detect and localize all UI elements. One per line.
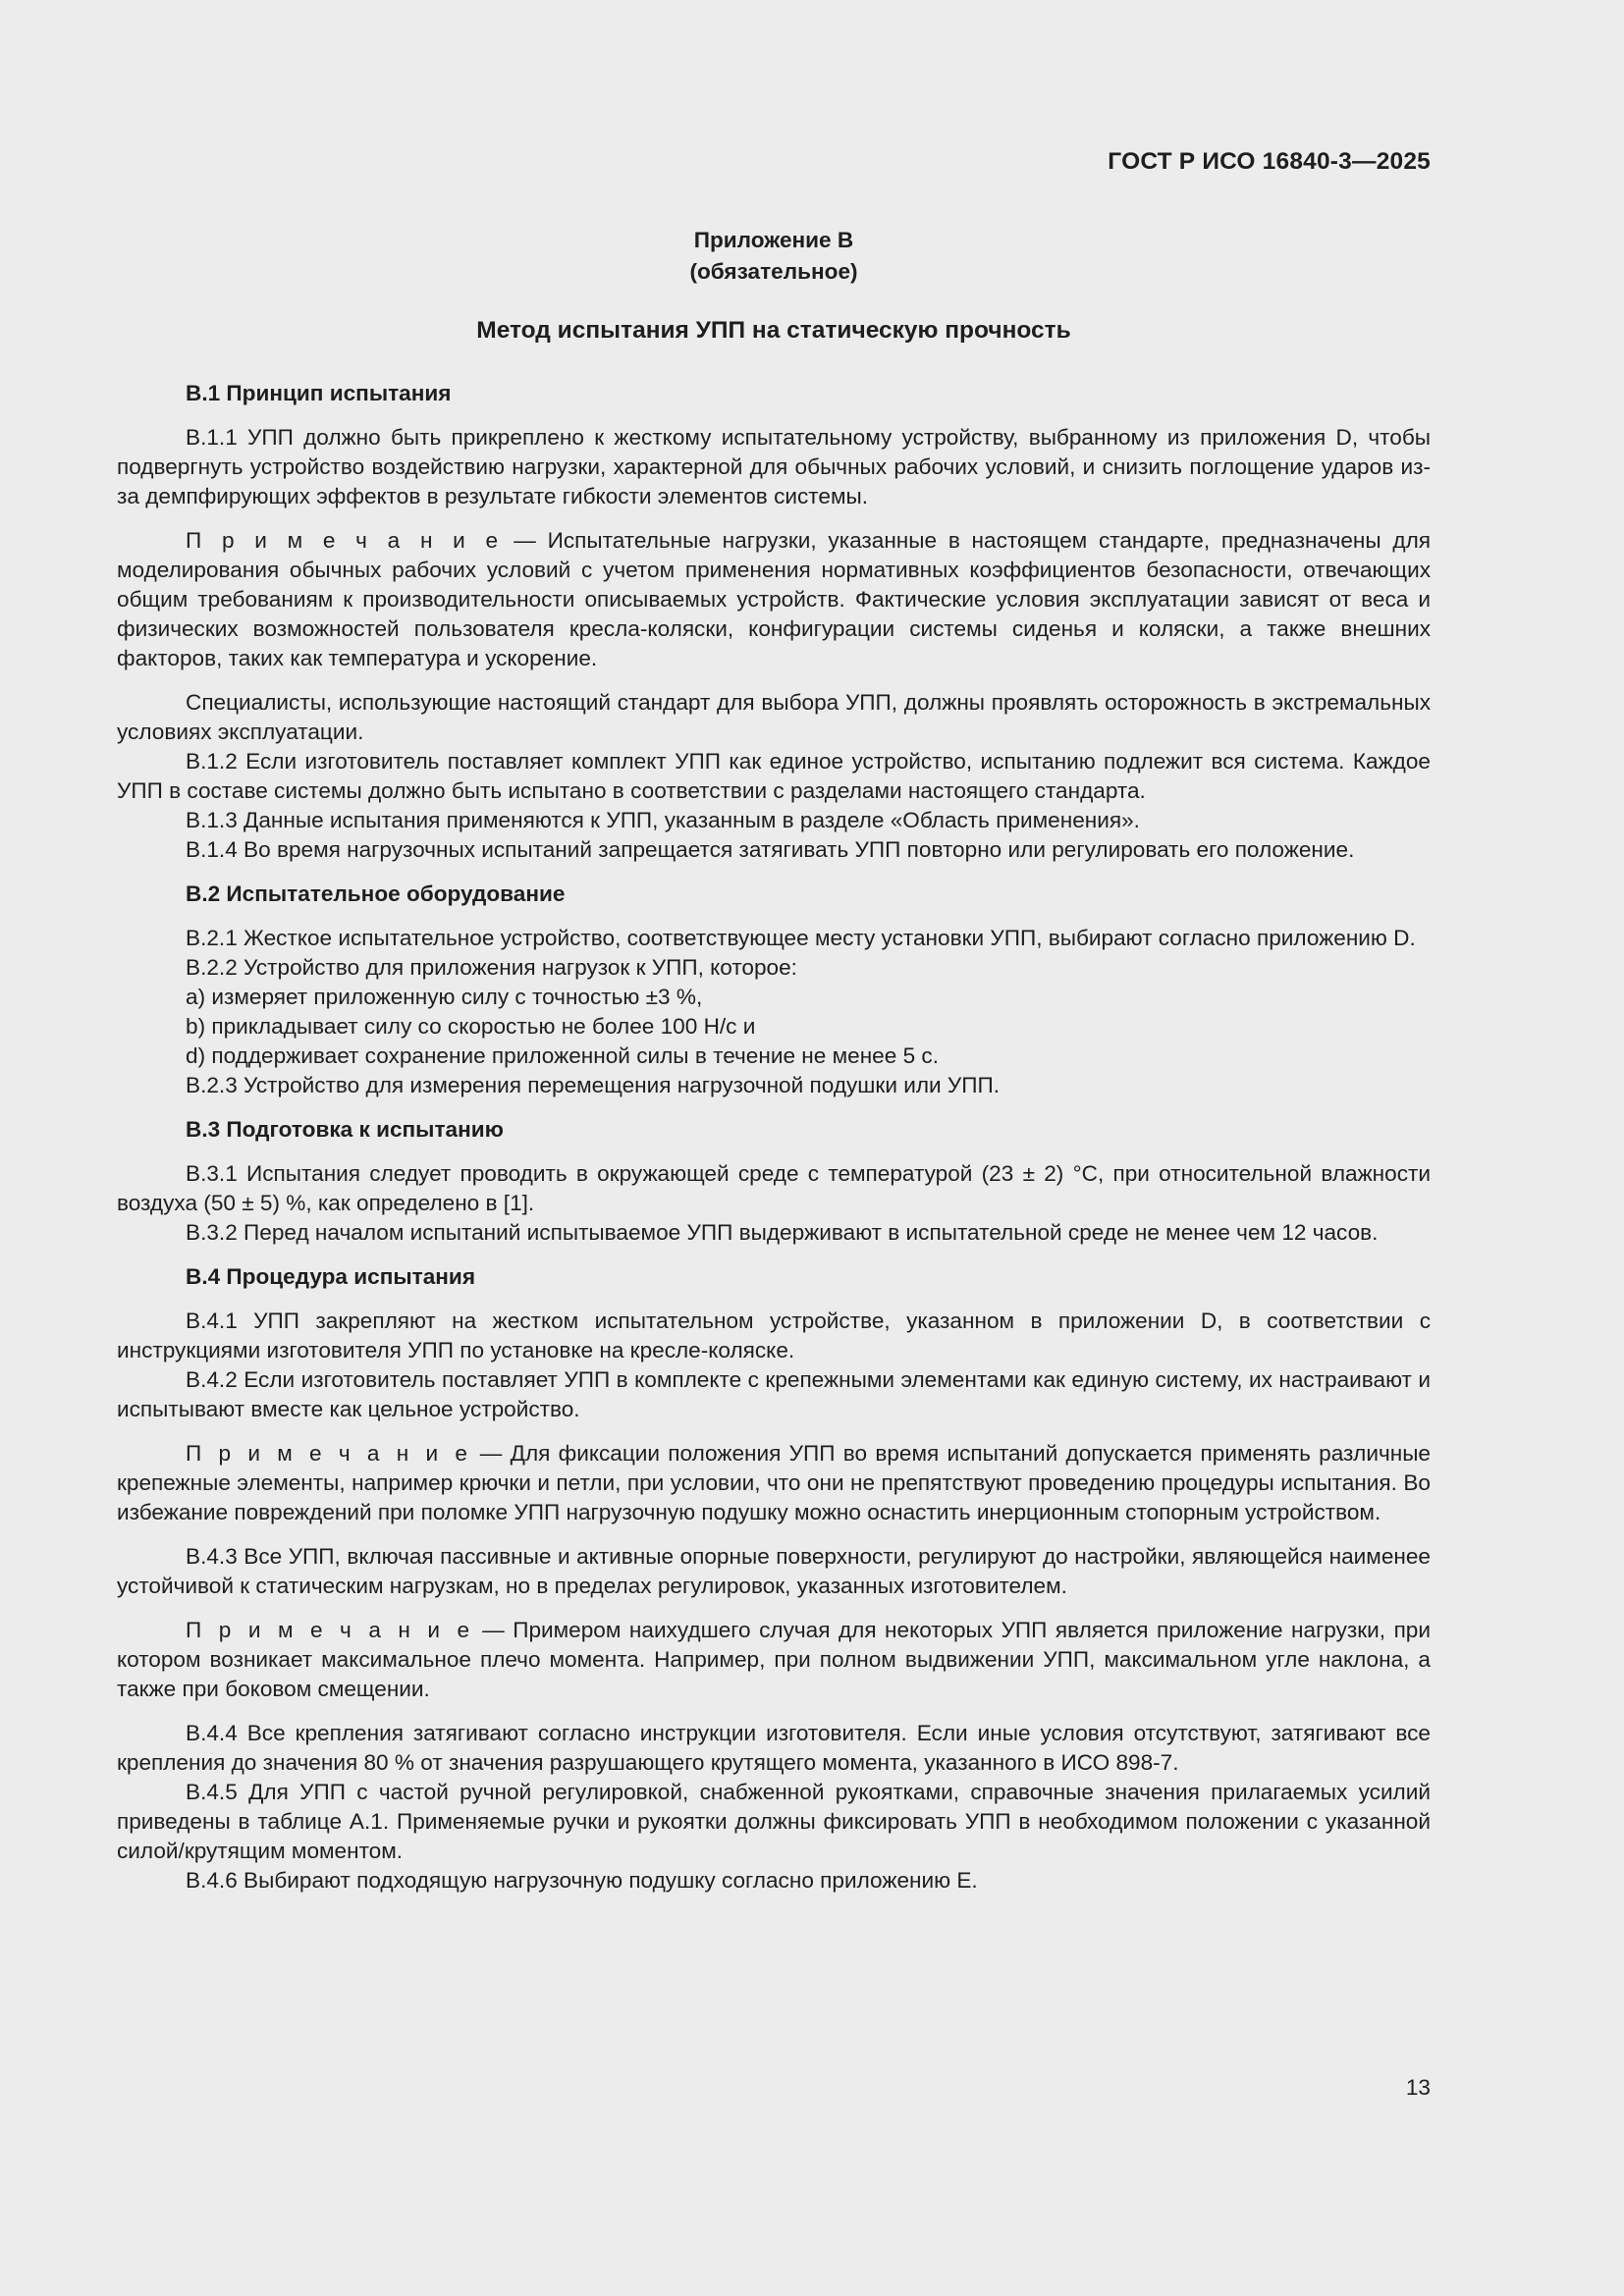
paragraph-specialists: Специалисты, использующие настоящий стандарт для выбора УПП, должны проявлять осторожность в экстремальных условиях эксплуатации. bbox=[117, 690, 1431, 744]
clause-b3-2: B.3.2 Перед началом испытаний испытываемое УПП выдерживают в испытательной среде не менее чем 12 часов. bbox=[186, 1220, 1379, 1245]
annex-label: Приложение B bbox=[693, 228, 854, 252]
annex-header bbox=[117, 225, 1431, 288]
clause-b3-1: B.3.1 Испытания следует проводить в окружающей среде с температурой (23 ± 2) °C, при относительной влажности воздуха (50 ± 5) %, как определено в [1]. bbox=[117, 1161, 1431, 1215]
clause-b4-3: B.4.3 Все УПП, включая пассивные и активные опорные поверхности, регулируют до настройки, являющейся наименее устойчивой к статическим нагрузкам, но в пределах регулировок, указанных изготовителем. bbox=[117, 1544, 1431, 1598]
section-heading-b4: B.4 Процедура испытания bbox=[186, 1264, 476, 1289]
clause-b4-4: B.4.4 Все крепления затягивают согласно инструкции изготовителя. Если иные условия отсутствуют, затягивают все крепления до значения 80 % от значения разрушающего крутящего момента, указанного в ИСО 898-7. bbox=[117, 1721, 1431, 1775]
note-2 bbox=[117, 1439, 1431, 1527]
clause-b4-5: B.4.5 Для УПП с частой ручной регулировкой, снабженной рукоятками, справочные значения прилагаемых усилий приведены в таблице А.1. Применяемые ручки и рукоятки должны фиксировать УПП в необходимом положении с указанной силой/крутящим моментом. bbox=[117, 1780, 1431, 1863]
clause-b2-2: B.2.2 Устройство для приложения нагрузок к УПП, которое: bbox=[186, 955, 797, 980]
clause-b1-4: B.1.4 Во время нагрузочных испытаний запрещается затягивать УПП повторно или регулировать его положение. bbox=[186, 837, 1355, 862]
note-label: П р и м е ч а н и е bbox=[186, 1618, 474, 1642]
clause-b4-2: B.4.2 Если изготовитель поставляет УПП в комплекте с крепежными элементами как единую систему, их настраивают и испытывают вместе как цельное устройство. bbox=[117, 1367, 1431, 1421]
clause-b1-1: B.1.1 УПП должно быть прикреплено к жесткому испытательному устройству, выбранному из приложения D, чтобы подвергнуть устройство воздействию нагрузки, характерной для обычных рабочих условий, и снизить поглощение ударов из-за демпфирующих эффектов в результате гибкости элементов системы. bbox=[117, 425, 1431, 508]
clause-b1-3: B.1.3 Данные испытания применяются к УПП, указанным в разделе «Область применения». bbox=[186, 808, 1140, 832]
list-item-a: a) измеряет приложенную силу с точностью ±3 %, bbox=[186, 985, 703, 1009]
section-heading-b1: B.1 Принцип испытания bbox=[186, 381, 452, 405]
note-label: П р и м е ч а н и е bbox=[186, 528, 503, 553]
note-1-text: — Испытательные нагрузки, указанные в настоящем стандарте, предназначены для моделирования обычных рабочих условий с учетом применения нормативных коэффициентов безопасности, отвечающих общим требованиям к производительности описываемых устройств. Фактические условия эксплуатации зависят от веса и физических возможностей пользователя кресла-коляски, конфигурации системы сиденья и коляски, а также внешних факторов, таких как температура и ускорение. bbox=[117, 528, 1431, 670]
list-item-d: d) поддерживает сохранение приложенной силы в течение не менее 5 с. bbox=[186, 1043, 940, 1068]
note-2-text: — Для фиксации положения УПП во время испытаний допускается применять различные крепежные элементы, например крючки и петли, при условии, что они не препятствуют проведению процедуры испытания. Во избежание повреждений при поломке УПП нагрузочную подушку можно оснастить инерционным стопорным устройством. bbox=[117, 1441, 1431, 1524]
note-label: П р и м е ч а н и е bbox=[186, 1441, 472, 1466]
note-3-text: — Примером наихудшего случая для некоторых УПП является приложение нагрузки, при котором возникает максимальное плечо момента. Например, при полном выдвижении УПП, максимальном угле наклона, а также при боковом смещении. bbox=[117, 1618, 1431, 1701]
page-number: 13 bbox=[1405, 2075, 1431, 2100]
document-id: ГОСТ Р ИСО 16840-3—2025 bbox=[1108, 148, 1431, 175]
annex-title: Метод испытания УПП на статическую прочность bbox=[476, 317, 1071, 344]
section-heading-b2: B.2 Испытательное оборудование bbox=[186, 881, 566, 906]
annex-body bbox=[117, 379, 1431, 1896]
note-3 bbox=[117, 1616, 1431, 1704]
note-1 bbox=[117, 526, 1431, 673]
clause-b4-6: B.4.6 Выбирают подходящую нагрузочную подушку согласно приложению Е. bbox=[186, 1868, 978, 1893]
section-heading-b3: B.3 Подготовка к испытанию bbox=[186, 1117, 504, 1142]
list-item-b: b) прикладывает силу со скоростью не более 100 Н/с и bbox=[186, 1014, 756, 1039]
clause-b2-1: B.2.1 Жесткое испытательное устройство, соответствующее месту установки УПП, выбирают согласно приложению D. bbox=[186, 926, 1416, 950]
clause-b4-1: B.4.1 УПП закрепляют на жестком испытательном устройстве, указанном в приложении D, в соответствии с инструкциями изготовителя УПП по установке на кресле-коляске. bbox=[117, 1308, 1431, 1362]
clause-b1-2: B.1.2 Если изготовитель поставляет комплект УПП как единое устройство, испытанию подлежит вся система. Каждое УПП в составе системы должно быть испытано в соответствии с разделами настоящего стандарта. bbox=[117, 749, 1431, 803]
clause-b2-3: B.2.3 Устройство для измерения перемещения нагрузочной подушки или УПП. bbox=[186, 1073, 1001, 1097]
annex-status: (обязательное) bbox=[689, 259, 858, 284]
